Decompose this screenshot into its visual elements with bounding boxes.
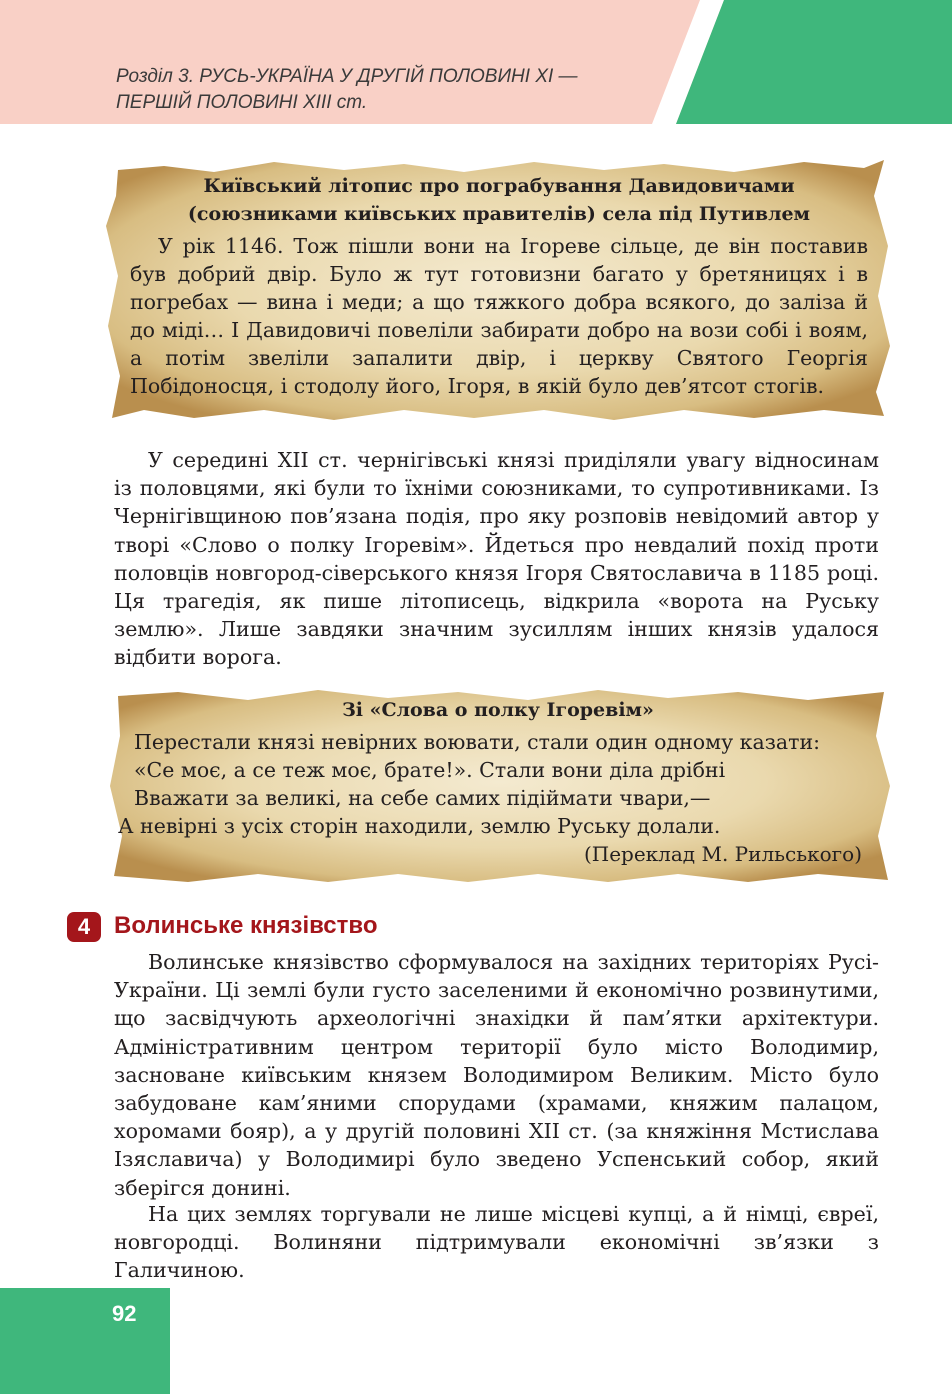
source-box-poem [108,686,894,886]
poem-title: Зі «Слова о полку Ігоревім» [342,699,654,721]
page-number: 92 [112,1301,137,1326]
poem-line: А невірні з усіх сторін находили, землю Руську долали. [118,814,721,838]
translation-credit: (Переклад М. Рильського) [583,842,862,866]
source-title [130,172,868,228]
poem-line: Перестали князі невірних воювати, стали один одному казати: [134,730,821,754]
source-title-line-2: (союзниками київських правителів) села під Путивлем [187,203,811,225]
chapter-title [116,64,676,116]
section-title: Волинське князівство [114,912,378,939]
page-number-block [0,1288,170,1394]
source-box-chronicle [104,156,894,424]
source-text: У рік 1146. Тож пішли вони на Ігореве сільце, де він поставив був добрий двір. Було ж тут готовизни багато у бретяницях і в погребах — вина і меди; а що тяжкого добра всякого, до заліза й до міді… І Давидовичі повеліли забирати добро на вози собі і воям, а потім звеліли запалити двір, і церкву Святого Георгія Побідоносця, і стодолу його, Ігоря, в якій було дев’ятсот стогів. [130,234,868,398]
source-title-line-1: Київський літопис про пограбування Давидовичами [203,175,795,197]
chapter-title-line-2: ПЕРШІЙ ПОЛОВИНІ XIII ст. [116,92,368,113]
section-number-badge: 4 [67,912,101,942]
poem-line: «Се моє, а се теж моє, брате!». Стали вони діла дрібні [134,758,726,782]
body-paragraph: На цих землях торгували не лише місцеві купці, а й німці, євреї, новгородці. Волиняни підтримували економічні зв’язки з Галичиною. [114,1202,879,1283]
body-paragraph: У середині XII ст. чернігівські князі приділяли увагу відносинам із половцями, які були то їхніми союзниками, то супротивниками. Із Чернігівщиною пов’язана подія, про яку розповів невідомий автор у творі «Слово о полку Ігоревім». Йдеться про невдалий похід проти половців новгород-сіверського князя Ігоря Святославича в 1185 році. Ця трагедія, як пише літописець, відкрила «ворота на Руську землю». Лише завдяки значним зусиллям інших князів удалося відбити ворога. [114,448,879,670]
chapter-title-line-1: Розділ 3. РУСЬ-УКРАЇНА У ДРУГІЙ ПОЛОВИНІ XI — [116,66,578,87]
poem-line: Вважати за великі, на себе самих підіймати чвари,— [134,786,711,810]
body-paragraph: Волинське князівство сформувалося на західних територіях Русі-України. Ці землі були густо заселеними й економічно розвинутими, що засвідчують археологічні знахідки й пам’ятки архітектури. Адміністративним центром території було місто Володимир, засноване київським князем Володимиром Великим. Місто було забудоване кам’яними спорудами (храмами, княжим палацом, хоромами бояр), а у другій половині XII ст. (за княжіння Мстислава Ізяславича) у Володимирі було зведено Успенський собор, який зберігся донині. [114,950,879,1200]
header-accent [676,0,952,124]
